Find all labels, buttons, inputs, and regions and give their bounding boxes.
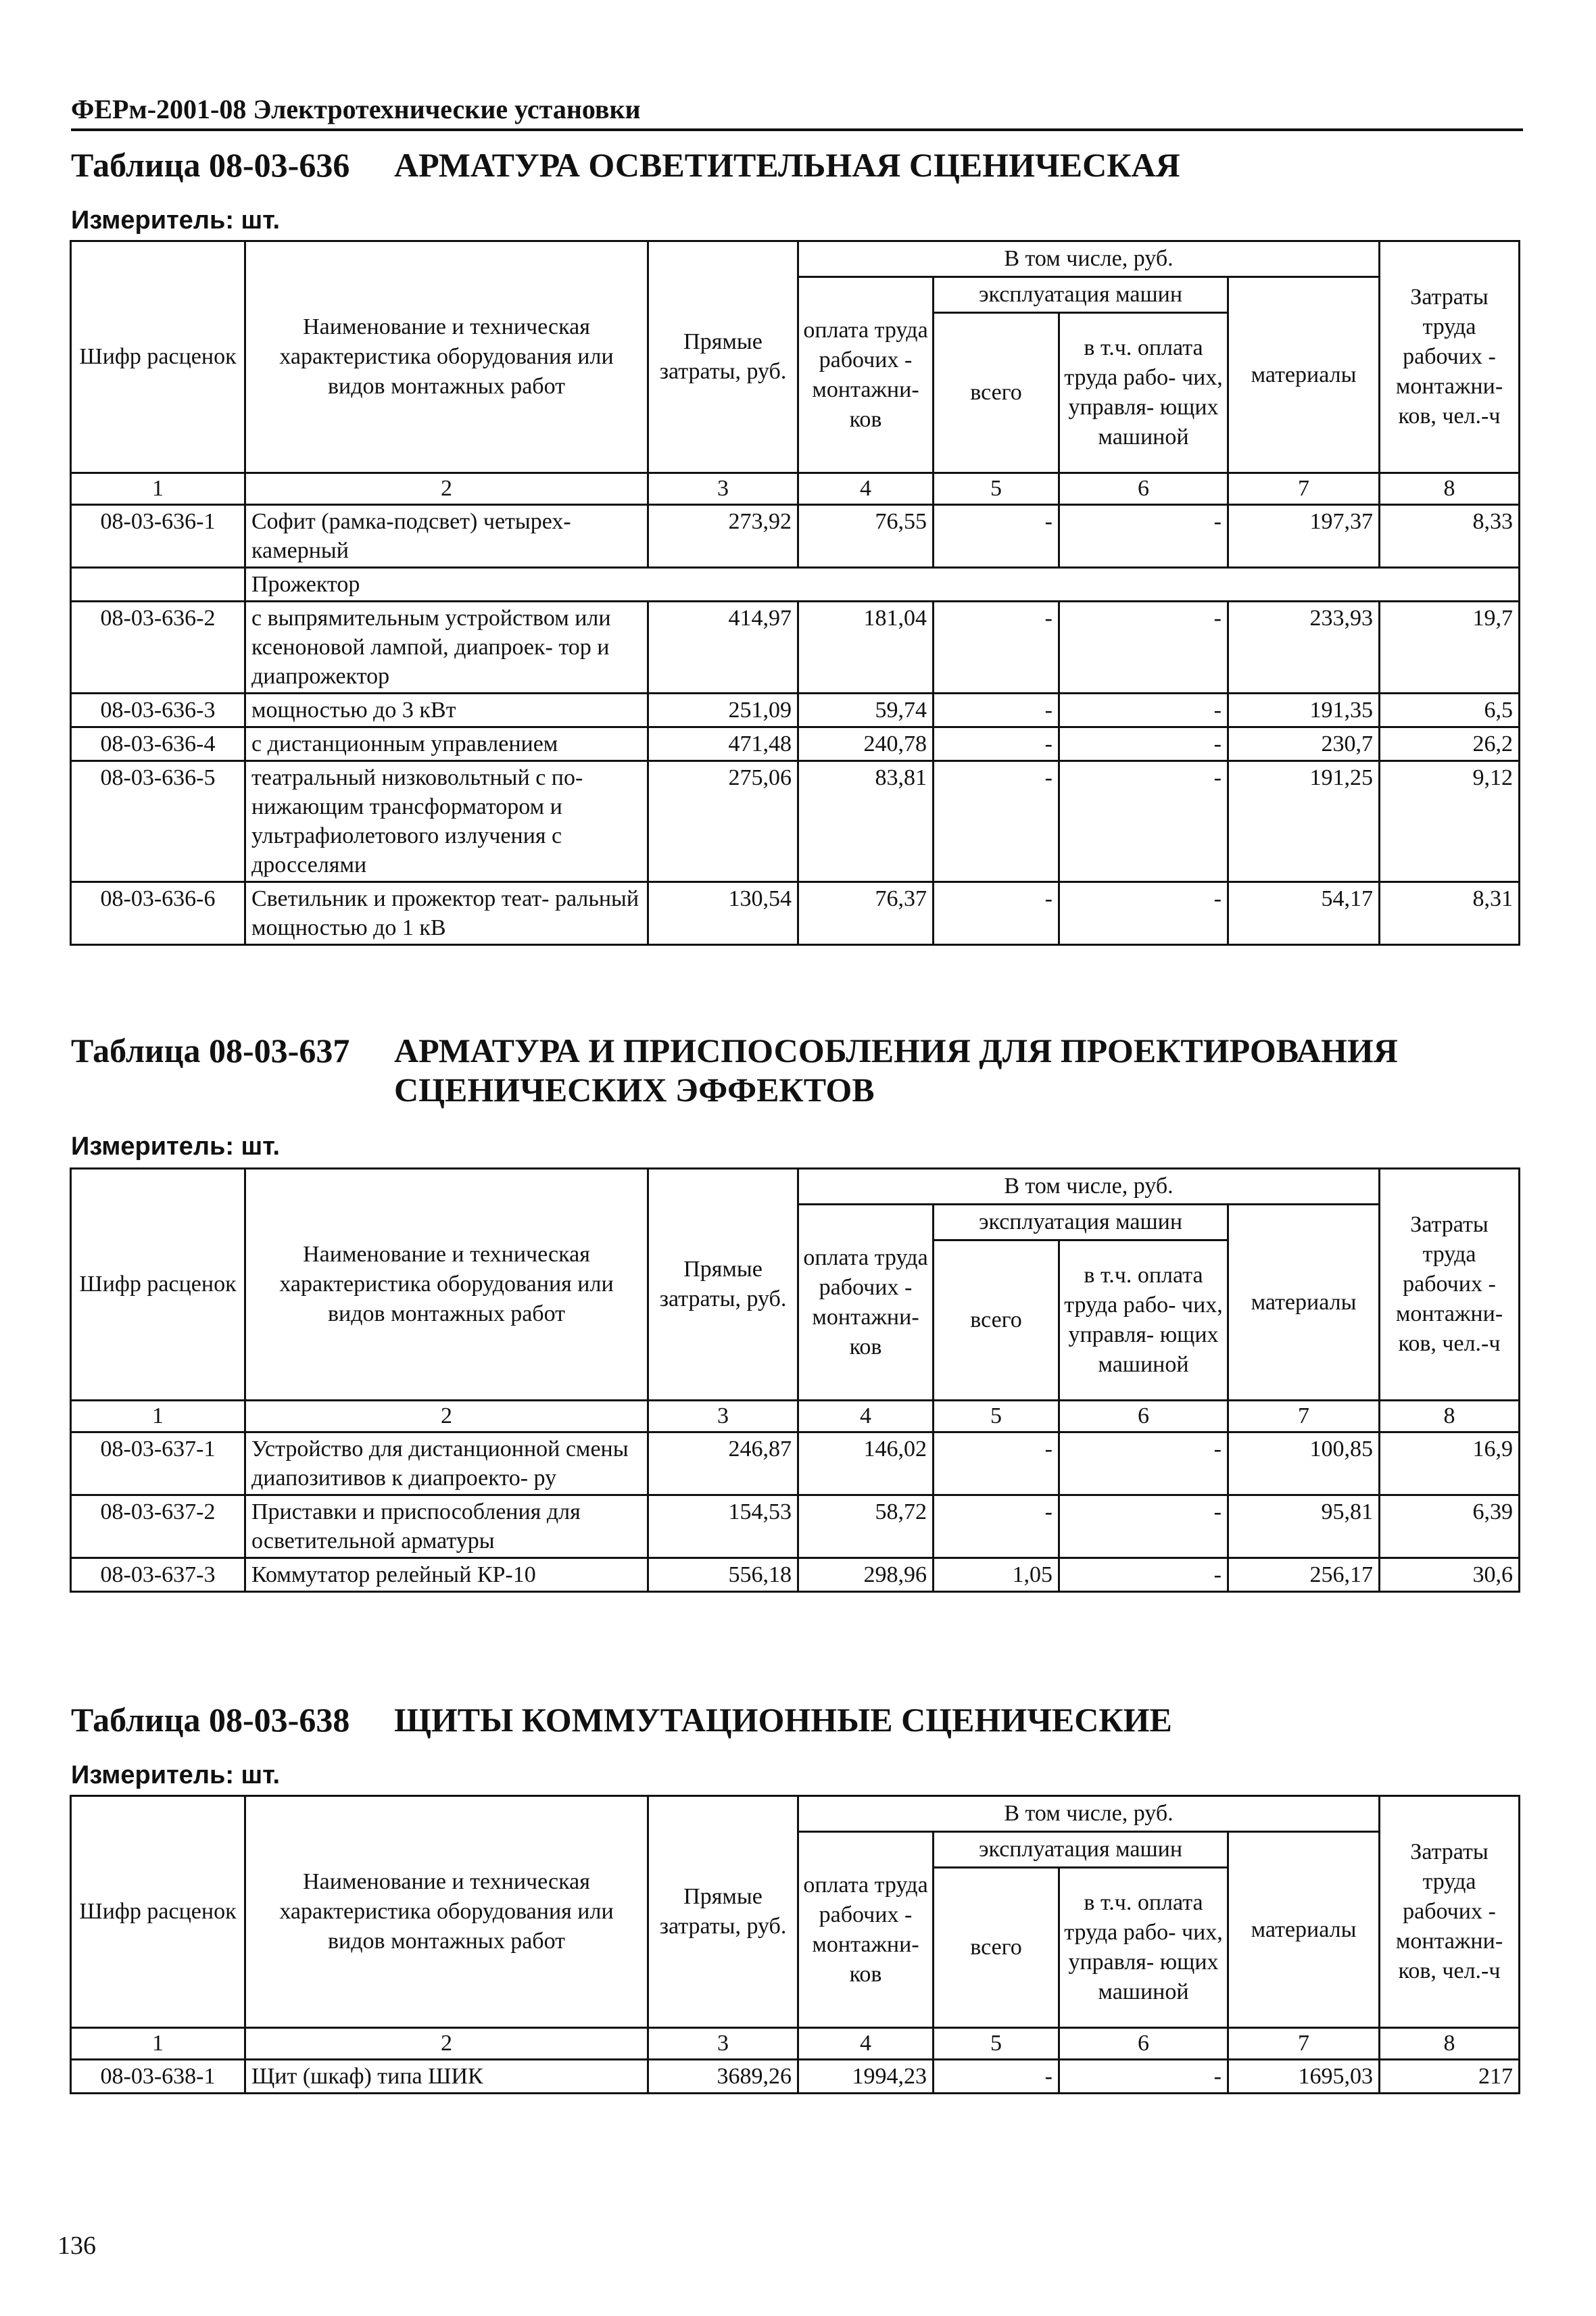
work-name: Светильник и прожектор теат- ральный мощностью до 1 кВ: [245, 882, 648, 945]
col-header-including: В том числе, руб.: [798, 1169, 1380, 1205]
rates-table: [70, 1795, 1520, 2094]
table-number: Таблица 08-03-636: [71, 146, 350, 184]
col-header-machines-total: всего: [934, 1240, 1059, 1401]
rates-table: [70, 240, 1520, 946]
column-index: 6: [1059, 1401, 1228, 1432]
table-row: [71, 727, 1520, 761]
table-row: [71, 2060, 1520, 2094]
direct-cost: 246,87: [648, 1432, 798, 1495]
labor-pay: 76,37: [798, 882, 934, 945]
table-name-line-1: АРМАТУРА И ПРИСПОСОБЛЕНИЯ ДЛЯ ПРОЕКТИРОВАНИЯ: [394, 1032, 1398, 1069]
col-header-materials: материалы: [1228, 1832, 1380, 2028]
table-row: [71, 1495, 1520, 1558]
labor-hours: 217: [1380, 2060, 1520, 2094]
work-name: Коммутатор релейный КР-10: [245, 1558, 648, 1592]
labor-pay: 76,55: [798, 505, 934, 568]
machines-total: -: [934, 1495, 1059, 1558]
col-header-machines-operator: в т.ч. оплата труда рабо- чих, управля- ющих машиной: [1059, 1868, 1228, 2028]
rates-table: [70, 1167, 1520, 1593]
rate-code: 08-03-637-1: [71, 1432, 245, 1495]
direct-cost: 251,09: [648, 694, 798, 727]
materials-cost: 54,17: [1228, 882, 1380, 945]
machines-operator-pay: -: [1059, 1495, 1228, 1558]
table-row: [71, 1558, 1520, 1592]
page-number: 136: [57, 2231, 96, 2260]
machines-total: -: [934, 727, 1059, 761]
column-index: 3: [648, 2028, 798, 2060]
rate-code: 08-03-636-5: [71, 761, 245, 882]
column-index: 4: [798, 473, 934, 505]
col-header-direct: Прямые затраты, руб.: [648, 1796, 798, 2028]
labor-hours: 6,5: [1380, 694, 1520, 727]
column-index: 1: [71, 1401, 245, 1432]
col-header-labor-pay: оплата труда рабочих - монтажни- ков: [798, 1205, 934, 1401]
col-header-name: Наименование и техническая характеристика оборудования или видов монтажных работ: [245, 1796, 648, 2028]
col-header-machines-total: всего: [934, 313, 1059, 473]
col-header-machines-total: всего: [934, 1868, 1059, 2028]
direct-cost: 273,92: [648, 505, 798, 568]
column-index: 2: [245, 473, 648, 505]
machines-operator-pay: -: [1059, 882, 1228, 945]
measure-unit: Измеритель: шт.: [71, 1132, 281, 1161]
column-index: 7: [1228, 1401, 1380, 1432]
column-index: 6: [1059, 473, 1228, 505]
work-name: Софит (рамка-подсвет) четырех- камерный: [245, 505, 648, 568]
work-name: Приставки и приспособления для осветительной арматуры: [245, 1495, 648, 1558]
col-header-machines: эксплуатация машин: [934, 1205, 1228, 1240]
rate-code: 08-03-636-6: [71, 882, 245, 945]
direct-cost: 556,18: [648, 1558, 798, 1592]
rate-code: 08-03-636-4: [71, 727, 245, 761]
labor-hours: 9,12: [1380, 761, 1520, 882]
group-spacer: [71, 568, 245, 602]
table-row: [71, 505, 1520, 568]
col-header-machines: эксплуатация машин: [934, 277, 1228, 313]
materials-cost: 191,35: [1228, 694, 1380, 727]
table-name: ЩИТЫ КОММУТАЦИОННЫЕ СЦЕНИЧЕСКИЕ: [394, 1701, 1172, 1739]
machines-operator-pay: -: [1059, 2060, 1228, 2094]
direct-cost: 414,97: [648, 602, 798, 694]
col-header-labor-pay: оплата труда рабочих - монтажни- ков: [798, 277, 934, 473]
work-name: Устройство для дистанционной смены диапозитивов к диапроекто- ру: [245, 1432, 648, 1495]
column-index: 7: [1228, 2028, 1380, 2060]
col-header-code: Шифр расценок: [71, 241, 245, 473]
labor-hours: 8,33: [1380, 505, 1520, 568]
labor-pay: 146,02: [798, 1432, 934, 1495]
table-number: Таблица 08-03-638: [71, 1701, 350, 1739]
direct-cost: 275,06: [648, 761, 798, 882]
rate-code: 08-03-636-1: [71, 505, 245, 568]
col-header-materials: материалы: [1228, 277, 1380, 473]
machines-operator-pay: -: [1059, 761, 1228, 882]
machines-total: 1,05: [934, 1558, 1059, 1592]
table-number: Таблица 08-03-637: [71, 1032, 350, 1069]
col-header-including: В том числе, руб.: [798, 241, 1380, 277]
column-index: 8: [1380, 1401, 1520, 1432]
column-index: 5: [934, 473, 1059, 505]
labor-pay: 58,72: [798, 1495, 934, 1558]
work-name: театральный низковольтный с по- нижающим трансформатором и ультрафиолетового излучения с дросселями: [245, 761, 648, 882]
labor-pay: 240,78: [798, 727, 934, 761]
work-name: мощностью до 3 кВт: [245, 694, 648, 727]
machines-total: -: [934, 882, 1059, 945]
rate-code: 08-03-637-2: [71, 1495, 245, 1558]
measure-unit: Измеритель: шт.: [71, 206, 281, 235]
column-index: 7: [1228, 473, 1380, 505]
machines-operator-pay: -: [1059, 1432, 1228, 1495]
col-header-labor-pay: оплата труда рабочих - монтажни- ков: [798, 1832, 934, 2028]
materials-cost: 197,37: [1228, 505, 1380, 568]
column-index: 1: [71, 2028, 245, 2060]
col-header-direct: Прямые затраты, руб.: [648, 241, 798, 473]
work-name: с дистанционным управлением: [245, 727, 648, 761]
column-index: 8: [1380, 473, 1520, 505]
labor-hours: 19,7: [1380, 602, 1520, 694]
col-header-machines-operator: в т.ч. оплата труда рабо- чих, управля- ющих машиной: [1059, 313, 1228, 473]
machines-operator-pay: -: [1059, 1558, 1228, 1592]
table-row: [71, 602, 1520, 694]
col-header-labor-hours: Затраты труда рабочих - монтажни- ков, чел.-ч: [1380, 1796, 1520, 2028]
materials-cost: 233,93: [1228, 602, 1380, 694]
materials-cost: 100,85: [1228, 1432, 1380, 1495]
table-row: [71, 694, 1520, 727]
rate-code: 08-03-637-3: [71, 1558, 245, 1592]
labor-pay: 83,81: [798, 761, 934, 882]
machines-operator-pay: -: [1059, 602, 1228, 694]
column-index: 5: [934, 2028, 1059, 2060]
col-header-direct: Прямые затраты, руб.: [648, 1169, 798, 1401]
header-rule: [71, 128, 1523, 131]
group-row: [71, 568, 1520, 602]
column-index: 5: [934, 1401, 1059, 1432]
column-index: 8: [1380, 2028, 1520, 2060]
machines-total: -: [934, 602, 1059, 694]
machines-operator-pay: -: [1059, 505, 1228, 568]
col-header-name: Наименование и техническая характеристика оборудования или видов монтажных работ: [245, 241, 648, 473]
col-header-labor-hours: Затраты труда рабочих - монтажни- ков, чел.-ч: [1380, 1169, 1520, 1401]
table-name: АРМАТУРА ОСВЕТИТЕЛЬНАЯ СЦЕНИЧЕСКАЯ: [394, 146, 1180, 184]
materials-cost: 1695,03: [1228, 2060, 1380, 2094]
machines-total: -: [934, 694, 1059, 727]
table-row: [71, 882, 1520, 945]
machines-total: -: [934, 2060, 1059, 2094]
labor-pay: 1994,23: [798, 2060, 934, 2094]
machines-operator-pay: -: [1059, 694, 1228, 727]
materials-cost: 191,25: [1228, 761, 1380, 882]
col-header-machines-operator: в т.ч. оплата труда рабо- чих, управля- ющих машиной: [1059, 1240, 1228, 1401]
running-header: ФЕРм-2001-08 Электротехнические установки: [71, 94, 641, 124]
table-row: [71, 761, 1520, 882]
machines-total: -: [934, 761, 1059, 882]
machines-total: -: [934, 505, 1059, 568]
table-name-line-2: СЦЕНИЧЕСКИХ ЭФФЕКТОВ: [394, 1071, 875, 1109]
col-header-materials: материалы: [1228, 1205, 1380, 1401]
column-index: 1: [71, 473, 245, 505]
labor-hours: 8,31: [1380, 882, 1520, 945]
column-index: 3: [648, 1401, 798, 1432]
column-index: 2: [245, 1401, 648, 1432]
group-label: Прожектор: [245, 568, 1520, 602]
materials-cost: 256,17: [1228, 1558, 1380, 1592]
rate-code: 08-03-636-2: [71, 602, 245, 694]
col-header-labor-hours: Затраты труда рабочих - монтажни- ков, чел.-ч: [1380, 241, 1520, 473]
labor-hours: 16,9: [1380, 1432, 1520, 1495]
direct-cost: 130,54: [648, 882, 798, 945]
labor-pay: 181,04: [798, 602, 934, 694]
machines-operator-pay: -: [1059, 727, 1228, 761]
materials-cost: 95,81: [1228, 1495, 1380, 1558]
col-header-code: Шифр расценок: [71, 1169, 245, 1401]
machines-total: -: [934, 1432, 1059, 1495]
column-index: 4: [798, 2028, 934, 2060]
work-name: Щит (шкаф) типа ШИК: [245, 2060, 648, 2094]
labor-pay: 298,96: [798, 1558, 934, 1592]
rate-code: 08-03-636-3: [71, 694, 245, 727]
labor-hours: 26,2: [1380, 727, 1520, 761]
direct-cost: 3689,26: [648, 2060, 798, 2094]
column-index: 2: [245, 2028, 648, 2060]
col-header-machines: эксплуатация машин: [934, 1832, 1228, 1868]
col-header-including: В том числе, руб.: [798, 1796, 1380, 1832]
measure-unit: Измеритель: шт.: [71, 1761, 281, 1789]
col-header-code: Шифр расценок: [71, 1796, 245, 2028]
column-index: 3: [648, 473, 798, 505]
col-header-name: Наименование и техническая характеристика оборудования или видов монтажных работ: [245, 1169, 648, 1401]
labor-pay: 59,74: [798, 694, 934, 727]
materials-cost: 230,7: [1228, 727, 1380, 761]
table-row: [71, 1432, 1520, 1495]
direct-cost: 154,53: [648, 1495, 798, 1558]
column-index: 6: [1059, 2028, 1228, 2060]
direct-cost: 471,48: [648, 727, 798, 761]
rate-code: 08-03-638-1: [71, 2060, 245, 2094]
column-index: 4: [798, 1401, 934, 1432]
work-name: с выпрямительным устройством или ксеноновой лампой, диапроек- тор и диапрожектор: [245, 602, 648, 694]
labor-hours: 6,39: [1380, 1495, 1520, 1558]
labor-hours: 30,6: [1380, 1558, 1520, 1592]
